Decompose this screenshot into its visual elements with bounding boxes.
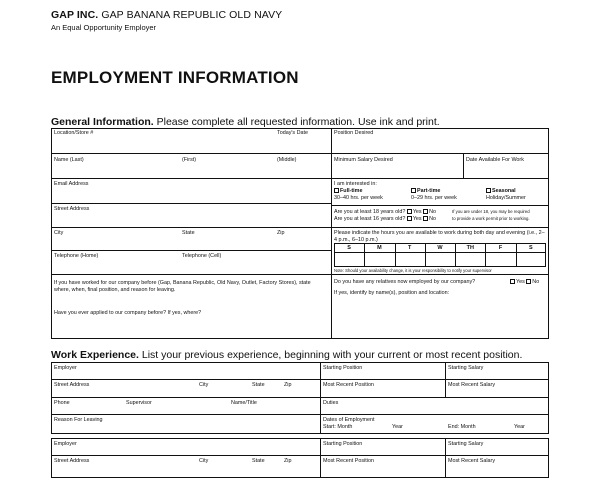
fulltime-hours: 30–40 hrs. per week bbox=[334, 195, 383, 201]
column-divider bbox=[320, 438, 321, 478]
availability-hours-cell[interactable] bbox=[395, 253, 425, 266]
employer-field[interactable]: Employer bbox=[54, 365, 77, 371]
row-line bbox=[51, 414, 549, 415]
email-field[interactable]: Email Address bbox=[54, 181, 89, 187]
work-street-field[interactable]: Street Address bbox=[54, 458, 90, 464]
seasonal-sub: Holiday/Summer bbox=[486, 195, 526, 201]
age16-no-checkbox[interactable] bbox=[423, 216, 428, 221]
applied-before-question[interactable]: Have you ever applied to our company before? If yes, where? bbox=[54, 310, 202, 316]
availability-day-4: TH bbox=[466, 244, 474, 251]
work-instructions: List your previous experience, beginning with your current or most recent position. bbox=[141, 349, 523, 361]
worked-before-question[interactable]: If you have worked for our company before (Gap, Banana Republic, Old Navy, Outlet, Factory Stores), state where, when, final position, and reason for leaving. bbox=[54, 280, 311, 293]
todays-date-field[interactable]: Today's Date bbox=[277, 130, 308, 136]
work-state-field[interactable]: State bbox=[252, 382, 265, 388]
starting-position-field[interactable]: Starting Position bbox=[323, 441, 363, 447]
recent-salary-field[interactable]: Most Recent Salary bbox=[448, 382, 496, 388]
availability-day-2: T bbox=[408, 244, 412, 251]
general-instructions: Please complete all requested information. Use ink and print. bbox=[156, 116, 440, 128]
row-line bbox=[331, 205, 549, 206]
eeo-statement: An Equal Opportunity Employer bbox=[51, 23, 157, 32]
seasonal-option[interactable] bbox=[486, 188, 516, 195]
general-heading-label: General Information. bbox=[51, 116, 154, 128]
column-divider bbox=[331, 128, 332, 339]
hours-instructions: Please indicate the hours you are available to work during both day and evening (i.e., 2–4 p.m., 6–10 p.m.) bbox=[334, 230, 545, 243]
state-field[interactable]: State bbox=[182, 230, 195, 236]
work-heading-label: Work Experience. bbox=[51, 349, 139, 361]
age18-no-label: No bbox=[429, 209, 437, 215]
availability-day-3: W bbox=[437, 244, 443, 251]
row-line bbox=[331, 153, 549, 154]
work-zip-field[interactable]: Zip bbox=[284, 382, 292, 388]
row-line bbox=[51, 227, 331, 228]
seasonal-label: Seasonal bbox=[492, 188, 516, 194]
relatives-identify[interactable]: If yes, identify by name(s), position and location: bbox=[334, 290, 450, 296]
parttime-label: Part-time bbox=[417, 188, 441, 194]
telephone-home-field[interactable]: Telephone (Home) bbox=[54, 253, 99, 259]
availability-note: Note: Should your availability change, it is your responsibility to notify your supervisor bbox=[334, 268, 492, 273]
recent-salary-field[interactable]: Most Recent Salary bbox=[448, 458, 496, 464]
page-title: EMPLOYMENT INFORMATION bbox=[51, 68, 299, 87]
age18-yes-label: Yes bbox=[412, 209, 422, 215]
brand-list: GAP BANANA REPUBLIC OLD NAVY bbox=[101, 9, 283, 21]
row-line bbox=[51, 203, 331, 204]
work-city-field[interactable]: City bbox=[199, 382, 209, 388]
column-divider bbox=[445, 438, 446, 478]
permit-note-2: to provide a work permit prior to working. bbox=[452, 216, 530, 221]
reason-leaving-field[interactable]: Reason For Leaving bbox=[54, 417, 103, 423]
end-month-field[interactable]: End: Month bbox=[448, 424, 476, 430]
availability-hours-cell[interactable] bbox=[485, 253, 515, 266]
age18-yes-checkbox[interactable] bbox=[407, 209, 412, 214]
street-address-field[interactable]: Street Address bbox=[54, 206, 90, 212]
availability-day-0: S bbox=[347, 244, 351, 251]
row-line bbox=[51, 153, 331, 154]
row-line bbox=[51, 455, 549, 456]
work-city-field[interactable]: City bbox=[199, 458, 209, 464]
date-available-field[interactable]: Date Available For Work bbox=[466, 157, 524, 163]
starting-position-field[interactable]: Starting Position bbox=[323, 365, 363, 371]
general-info-heading bbox=[51, 116, 440, 128]
age18-no-checkbox[interactable] bbox=[423, 209, 428, 214]
seasonal-checkbox[interactable] bbox=[486, 188, 491, 193]
row-line bbox=[331, 227, 549, 228]
city-field[interactable]: City bbox=[54, 230, 64, 236]
location-store-field[interactable]: Location/Store # bbox=[54, 130, 94, 136]
availability-hours-cell[interactable] bbox=[334, 253, 364, 266]
parttime-option[interactable] bbox=[411, 188, 440, 195]
position-desired-field[interactable]: Position Desired bbox=[334, 130, 374, 136]
fulltime-option[interactable] bbox=[334, 188, 362, 195]
availability-hours-cell[interactable] bbox=[455, 253, 485, 266]
availability-hours-cell[interactable] bbox=[364, 253, 394, 266]
age16-yes-checkbox[interactable] bbox=[407, 216, 412, 221]
name-middle-field[interactable]: (Middle) bbox=[277, 157, 297, 163]
work-state-field[interactable]: State bbox=[252, 458, 265, 464]
age18-label: Are you at least 18 years old? bbox=[334, 209, 406, 215]
telephone-cell-field[interactable]: Telephone (Cell) bbox=[182, 253, 222, 259]
relatives-yes-checkbox[interactable] bbox=[510, 279, 515, 284]
availability-hours-cell[interactable] bbox=[516, 253, 546, 266]
relatives-options bbox=[510, 279, 539, 286]
age16-no-label: No bbox=[429, 216, 437, 222]
availability-day-1: M bbox=[377, 244, 382, 251]
relatives-no-label: No bbox=[532, 279, 540, 285]
age16-label: Are you at least 16 years old? bbox=[334, 216, 406, 222]
parttime-checkbox[interactable] bbox=[411, 188, 416, 193]
row-line bbox=[51, 397, 549, 398]
row-line bbox=[51, 178, 331, 179]
end-year-field[interactable]: Year bbox=[514, 424, 525, 430]
name-last-field[interactable]: Name (Last) bbox=[54, 157, 84, 163]
name-first-field[interactable]: (First) bbox=[182, 157, 197, 163]
employer-field[interactable]: Employer bbox=[54, 441, 77, 447]
starting-salary-field[interactable]: Starting Salary bbox=[448, 441, 484, 447]
relatives-no-checkbox[interactable] bbox=[526, 279, 531, 284]
row-line bbox=[51, 379, 549, 380]
parttime-hours: 0–29 hrs. per week bbox=[411, 195, 457, 201]
work-zip-field[interactable]: Zip bbox=[284, 458, 292, 464]
cell-divider bbox=[463, 153, 464, 178]
work-street-field[interactable]: Street Address bbox=[54, 382, 90, 388]
zip-field[interactable]: Zip bbox=[277, 230, 285, 236]
relatives-question: Do you have any relatives now employed by our company? bbox=[334, 279, 476, 285]
company-name: GAP INC. bbox=[51, 9, 99, 21]
permit-note-1: If you are under 18, you may be required bbox=[452, 209, 530, 214]
column-divider bbox=[320, 362, 321, 434]
row-line bbox=[51, 250, 331, 251]
work-phone-field[interactable]: Phone bbox=[54, 400, 70, 406]
row-line bbox=[331, 178, 549, 179]
age16-question bbox=[334, 216, 436, 223]
fulltime-label: Full-time bbox=[340, 188, 363, 194]
work-experience-heading bbox=[51, 349, 522, 361]
supervisor-title-field[interactable]: Name/Title bbox=[231, 400, 257, 406]
availability-day-6: S bbox=[529, 244, 533, 251]
fulltime-checkbox[interactable] bbox=[334, 188, 339, 193]
recent-position-field[interactable]: Most Recent Position bbox=[323, 382, 374, 388]
start-month-field[interactable]: Start: Month bbox=[323, 424, 353, 430]
starting-salary-field[interactable]: Starting Salary bbox=[448, 365, 484, 371]
duties-field[interactable]: Duties bbox=[323, 400, 339, 406]
availability-day-5: F bbox=[498, 244, 503, 251]
min-salary-field[interactable]: Minimum Salary Desired bbox=[334, 157, 393, 163]
availability-hours-cell[interactable] bbox=[425, 253, 455, 266]
dates-employment-label: Dates of Employment bbox=[323, 417, 375, 423]
start-year-field[interactable]: Year bbox=[392, 424, 403, 430]
brand-header bbox=[51, 9, 282, 21]
supervisor-field[interactable]: Supervisor bbox=[126, 400, 152, 406]
interested-in-label: I am interested in: bbox=[334, 181, 377, 187]
recent-position-field[interactable]: Most Recent Position bbox=[323, 458, 374, 464]
row-line bbox=[51, 274, 331, 275]
age18-question bbox=[334, 209, 436, 216]
age16-yes-label: Yes bbox=[412, 216, 422, 222]
relatives-yes-label: Yes bbox=[516, 279, 525, 285]
